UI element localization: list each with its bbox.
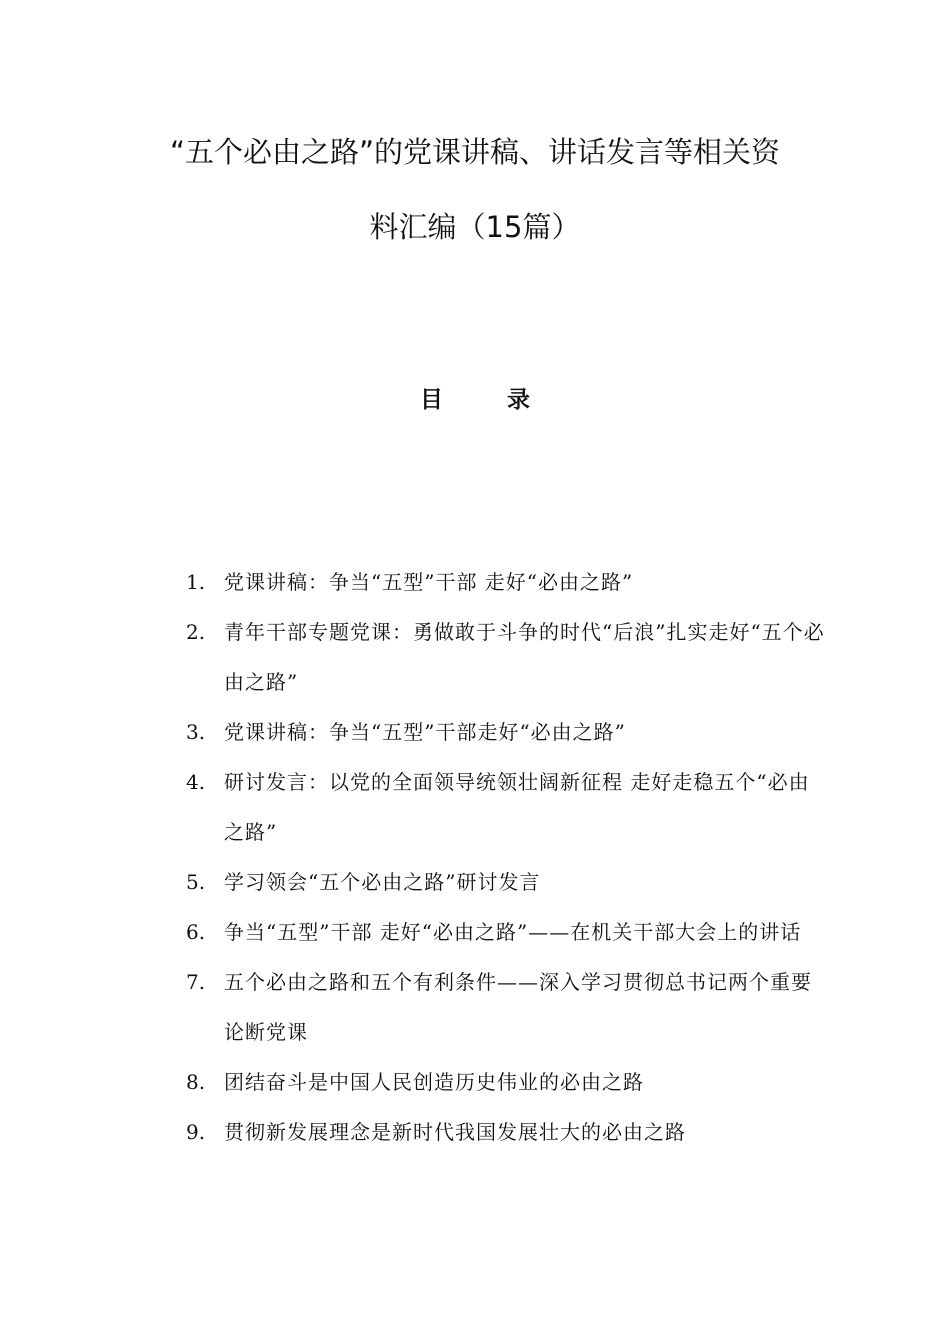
toc-item-number: 2.	[186, 620, 206, 644]
toc-item-title: 争当“五型”干部 走好“必由之路”——在机关干部大会上的讲话	[224, 920, 802, 944]
toc-item-title: 青年干部专题党课：勇做敢于斗争的时代“后浪”扎实走好“五个必由之路”	[224, 620, 825, 694]
toc-item-title: 团结奋斗是中国人民创造历史伟业的必由之路	[224, 1070, 644, 1094]
toc-item	[186, 557, 826, 607]
toc-item-title: 学习领会“五个必由之路”研讨发言	[224, 870, 541, 894]
toc-item-title: 党课讲稿：争当“五型”干部 走好“必由之路”	[224, 570, 634, 594]
toc-item-number: 7.	[186, 970, 206, 994]
toc-item-title: 研讨发言：以党的全面领导统领壮阔新征程 走好走稳五个“必由之路”	[224, 770, 810, 844]
toc-item-number: 8.	[186, 1070, 206, 1094]
toc-item-title: 五个必由之路和五个有利条件——深入学习贯彻总书记两个重要论断党课	[224, 970, 812, 1044]
toc-item	[186, 757, 826, 857]
toc-item-number: 6.	[186, 920, 206, 944]
document-title-line-1: “五个必由之路”的党课讲稿、讲话发言等相关资	[169, 135, 781, 169]
toc-item	[186, 907, 826, 957]
toc-item	[186, 607, 826, 707]
toc-item-title: 党课讲稿：争当“五型”干部走好“必由之路”	[224, 720, 626, 744]
toc-item	[186, 1107, 826, 1157]
toc-item-number: 9.	[186, 1120, 206, 1144]
toc-item	[186, 857, 826, 907]
toc-item	[186, 1057, 826, 1107]
toc-item-title: 贯彻新发展理念是新时代我国发展壮大的必由之路	[224, 1120, 686, 1144]
toc-item-number: 4.	[186, 770, 206, 794]
table-of-contents	[186, 557, 826, 1157]
toc-heading: 目 录	[419, 387, 558, 413]
toc-item-number: 5.	[186, 870, 206, 894]
toc-item-number: 3.	[186, 720, 206, 744]
toc-item-number: 1.	[186, 570, 206, 594]
document-title-line-2: 料汇编（15篇）	[369, 210, 581, 244]
toc-item	[186, 707, 826, 757]
toc-item	[186, 957, 826, 1057]
